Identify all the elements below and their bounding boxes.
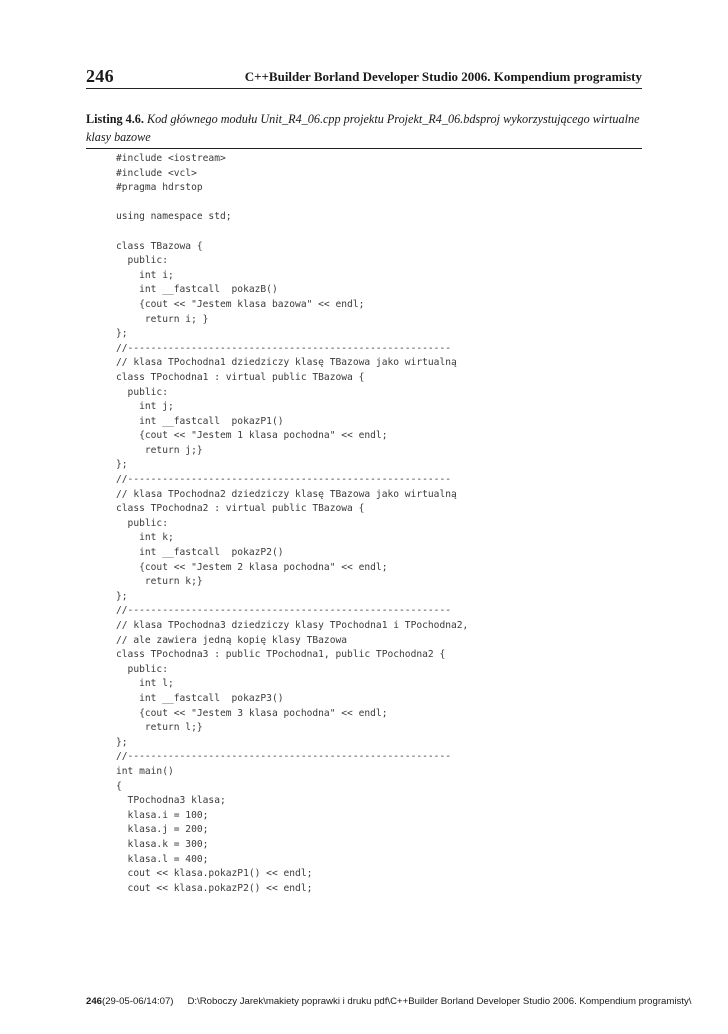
code-line <box>116 225 642 240</box>
code-line: int l; <box>116 678 174 690</box>
code-line: cout << klasa.pokazP2() << endl; <box>116 882 313 894</box>
code-line: #include <vcl> <box>116 167 197 179</box>
listing-title: Kod głównego modułu Unit_R4_06.cpp projektu Projekt_R4_06.bdsproj wykorzystującego wirtualne klasy bazowe <box>86 112 640 144</box>
code-line: // klasa TPochodna3 dziedziczy klasy TPochodna1 i TPochodna2, <box>116 620 469 631</box>
code-line: {cout << "Jestem klasa bazowa" << endl; <box>116 298 365 310</box>
code-line: int j; <box>116 401 174 413</box>
code-line: // klasa TPochodna2 dziedziczy klasę TBazowa jako wirtualną <box>116 488 457 500</box>
code-line: class TPochodna3 : public TPochodna1, public TPochodna2 { <box>116 649 446 661</box>
code-line: // klasa TPochodna1 dziedziczy klasę TBazowa jako wirtualną <box>116 357 457 369</box>
code-line: using namespace std; <box>116 211 232 223</box>
code-line: public: <box>116 386 168 398</box>
code-line: int main() <box>116 765 174 777</box>
code-line: }; <box>116 328 128 340</box>
page-footer <box>86 996 728 1007</box>
page-header <box>86 66 642 89</box>
code-line: klasa.i = 100; <box>116 809 209 821</box>
code-line: #include <iostream> <box>116 153 226 164</box>
code-line: {cout << "Jestem 2 klasa pochodna" << endl; <box>116 561 388 573</box>
footer-timestamp: (29-05-06/14:07) <box>102 996 174 1007</box>
footer-page-number: 246 <box>86 996 103 1007</box>
code-line: class TPochodna2 : virtual public TBazowa { <box>116 503 365 515</box>
code-line: }; <box>116 459 128 471</box>
code-line: int __fastcall pokazB() <box>116 284 278 296</box>
code-line: int __fastcall pokazP3() <box>116 692 284 704</box>
code-line: //-------------------------------------------------------- <box>116 605 452 617</box>
code-line: //-------------------------------------------------------- <box>116 751 452 763</box>
code-line: TPochodna3 klasa; <box>116 795 226 807</box>
code-line: {cout << "Jestem 3 klasa pochodna" << endl; <box>116 707 388 719</box>
code-line: klasa.j = 200; <box>116 824 209 836</box>
code-line: return i; } <box>116 313 209 325</box>
code-line: #pragma hdrstop <box>116 182 203 194</box>
code-line: klasa.l = 400; <box>116 853 209 865</box>
code-line <box>116 196 642 211</box>
code-line: public: <box>116 255 168 267</box>
listing-caption <box>86 110 642 149</box>
listing-label: Listing 4.6. <box>86 112 144 126</box>
footer-file-path: D:\Roboczy Jarek\makiety poprawki i druku pdf\C++Builder Borland Developer Studio 2006. Kompendium programisty\ <box>187 996 692 1007</box>
code-line: { <box>116 780 122 792</box>
page-number: 246 <box>86 66 114 86</box>
code-line: return k;} <box>116 576 203 588</box>
code-line: // ale zawiera jedną kopię klasy TBazowa <box>116 634 348 646</box>
code-line: int k; <box>116 532 174 544</box>
code-line: //-------------------------------------------------------- <box>116 342 452 354</box>
code-line: {cout << "Jestem 1 klasa pochodna" << endl; <box>116 430 388 442</box>
code-line: return l;} <box>116 722 203 734</box>
code-line: //-------------------------------------------------------- <box>116 474 452 486</box>
code-line: class TPochodna1 : virtual public TBazowa { <box>116 371 365 383</box>
code-line: public: <box>116 663 168 675</box>
code-line: }; <box>116 590 128 602</box>
code-line: int i; <box>116 269 174 281</box>
code-line: return j;} <box>116 444 203 456</box>
code-line: }; <box>116 736 128 748</box>
code-line: public: <box>116 517 168 529</box>
running-title: C++Builder Borland Developer Studio 2006. Kompendium programisty <box>244 69 642 84</box>
code-line: klasa.k = 300; <box>116 838 209 850</box>
code-line: class TBazowa { <box>116 240 203 252</box>
code-line: int __fastcall pokazP2() <box>116 547 284 559</box>
code-line: int __fastcall pokazP1() <box>116 415 284 427</box>
code-line: cout << klasa.pokazP1() << endl; <box>116 868 313 880</box>
code-listing <box>116 152 642 896</box>
